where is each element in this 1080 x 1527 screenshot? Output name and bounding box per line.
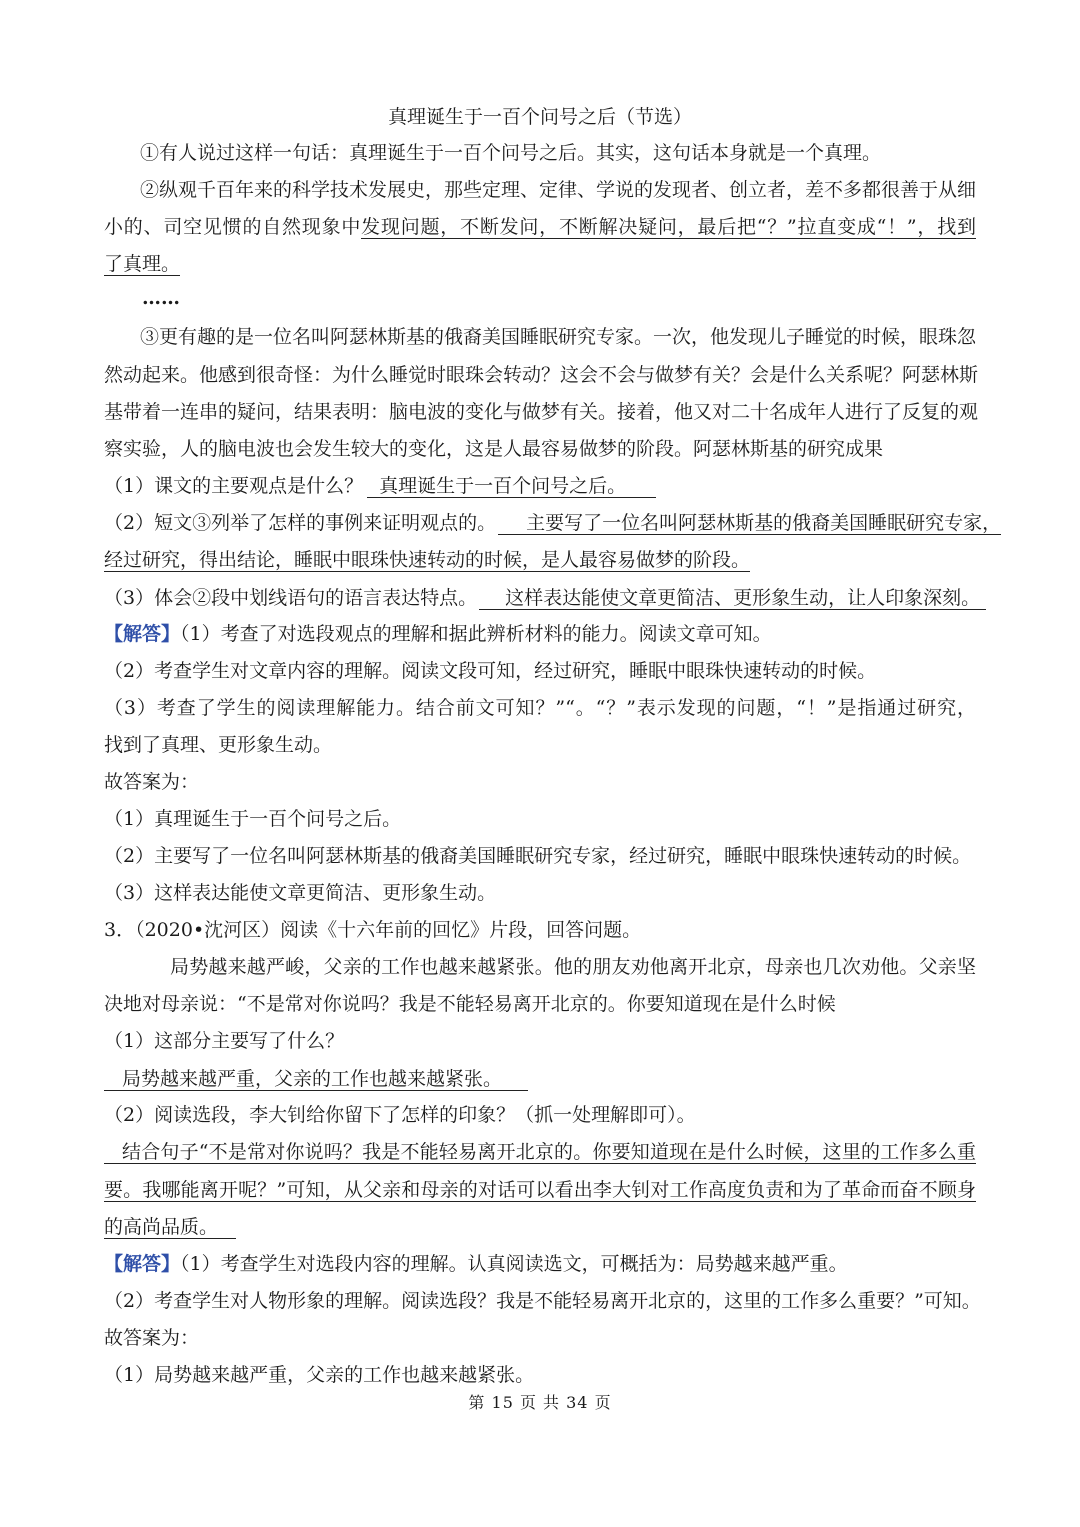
paragraph-3-line-3: 基带着一连串的疑问，结果表明：脑电波的变化与做梦有关。接着，他又对二十名成年人进行了反复的观 <box>104 401 979 423</box>
paragraph-2-line-2 <box>104 215 976 239</box>
q3-sub1-answer-line <box>104 1067 528 1091</box>
q3-sub2-answer-line-3 <box>104 1215 236 1239</box>
question-3-answer: 这样表达能使文章更简洁、更形象生动，让人印象深刻。 <box>479 587 986 610</box>
q3-sub1-prompt: （1）这部分主要写了什么？ <box>104 1030 345 1052</box>
question-1-answer: 真理诞生于一百个问号之后。 <box>367 475 656 498</box>
final-answer-1: （1）真理诞生于一百个问号之后。 <box>104 808 402 830</box>
q3-sub2-prompt: （2）阅读选段，李大钊给你留下了怎样的印象？（抓一处理解即可）。 <box>104 1104 696 1126</box>
q3-passage-line-1: 局势越来越严峻，父亲的工作也越来越紧张。他的朋友劝他离开北京，母亲也几次劝他。父亲坚 <box>170 956 976 978</box>
q3-sub2-answer-line-1: 结合句子“不是常对你说吗？我是不能轻易离开北京的。你要知道现在是什么时候，这里的工作多么重 <box>104 1140 976 1164</box>
question-2-answer-line-1: 主要写了一位名叫阿瑟林斯基的俄裔美国睡眠研究专家， <box>498 512 1001 535</box>
solution-label: 【解答】 <box>104 623 181 645</box>
question-3 <box>104 586 986 610</box>
paragraph-2-plain-text: 小的、司空见惯的自然现象中 <box>104 216 362 238</box>
question-2-answer-line-2 <box>104 548 750 572</box>
q3-solution-text-1: （1）考查学生对选段内容的理解。认真阅读选文，可概括为：局势越来越严重。 <box>180 1253 848 1275</box>
ellipsis: …… <box>142 287 180 309</box>
q3-sub1-answer: 局势越来越严重，父亲的工作也越来越紧张。 <box>104 1068 528 1091</box>
solution-line-4: 找到了真理、更形象生动。 <box>104 734 333 756</box>
question-3-prompt: （3）体会②段中划线语句的语言表达特点。 <box>104 587 478 609</box>
paragraph-2-line-3 <box>104 252 180 276</box>
q3-solution-line-1 <box>104 1252 848 1276</box>
page-footer: 第 15 页 共 34 页 <box>468 1393 612 1412</box>
solution-line-3: （3）考查了学生的阅读理解能力。结合前文可知？”“。“？”表示发现的问题，“！”是指通过研究， <box>104 697 976 719</box>
question-2-answer-continued: 经过研究，得出结论，睡眠中眼珠快速转动的时候，是人最容易做梦的阶段。 <box>104 549 751 571</box>
paragraph-3-line-4: 察实验，人的脑电波也会发生较大的变化，这是人最容易做梦的阶段。阿瑟林斯基的研究成果 <box>104 438 884 460</box>
q3-final-answer-1: （1）局势越来越严重，父亲的工作也越来越紧张。 <box>104 1364 535 1386</box>
solution-line-1 <box>104 622 772 646</box>
paragraph-3-line-1: ③更有趣的是一位名叫阿瑟林斯基的俄裔美国睡眠研究专家。一次，他发现儿子睡觉的时候，眼珠忽 <box>140 326 977 348</box>
q3-sub2-answer-end: 的高尚品质。 <box>104 1216 236 1239</box>
underlined-sentence: 发现问题，不断发问，不断解决疑问，最后把“？”拉直变成“！”，找到 <box>361 216 976 238</box>
q3-solution-label: 【解答】 <box>104 1253 181 1275</box>
q3-answer-heading: 故答案为： <box>104 1327 200 1349</box>
paragraph-2-line-1: ②纵观千百年来的科学技术发展史，那些定理、定律、学说的发现者、创立者，差不多都很善于从细 <box>140 179 977 201</box>
question-1 <box>104 474 656 498</box>
paragraph-1: ①有人说过这样一句话：真理诞生于一百个问号之后。其实，这句话本身就是一个真理。 <box>140 142 882 164</box>
q3-sub2-answer-line-2: 要。我哪能离开呢？”可知，从父亲和母亲的对话可以看出李大钊对工作高度负责和为了革命而奋不顾身 <box>104 1179 976 1201</box>
article-title: 真理诞生于一百个问号之后（节选） <box>387 106 692 128</box>
q3-passage-line-2: 决地对母亲说：“不是常对你说吗？我是不能轻易离开北京的。你要知道现在是什么时候 <box>104 993 836 1015</box>
question-3-heading: 3．（2020•沈河区）阅读《十六年前的回忆》片段，回答问题。 <box>104 919 642 941</box>
solution-line-2: （2）考查学生对文章内容的理解。阅读文段可知，经过研究，睡眠中眼珠快速转动的时候。 <box>104 660 877 682</box>
question-2 <box>104 511 1001 535</box>
q3-solution-line-2: （2）考查学生对人物形象的理解。阅读选段？我是不能轻易离开北京的，这里的工作多么重要？”可知。 <box>104 1290 981 1312</box>
solution-text-1: （1）考查了对选段观点的理解和据此辨析材料的能力。阅读文章可知。 <box>180 623 772 645</box>
question-2-prompt: （2）短文③列举了怎样的事例来证明观点的。 <box>104 512 497 534</box>
question-1-prompt: （1）课文的主要观点是什么？ <box>104 475 364 497</box>
paragraph-3-line-2: 然动起来。他感到很奇怪：为什么睡觉时眼珠会转动？这会不会与做梦有关？会是什么关系呢？阿瑟林斯 <box>104 364 979 386</box>
final-answer-3: （3）这样表达能使文章更简洁、更形象生动。 <box>104 882 497 904</box>
final-answer-2: （2）主要写了一位名叫阿瑟林斯基的俄裔美国睡眠研究专家，经过研究，睡眠中眼珠快速转动的时候。 <box>104 845 972 867</box>
answer-heading: 故答案为： <box>104 771 200 793</box>
underlined-sentence-end: 了真理。 <box>104 253 181 275</box>
